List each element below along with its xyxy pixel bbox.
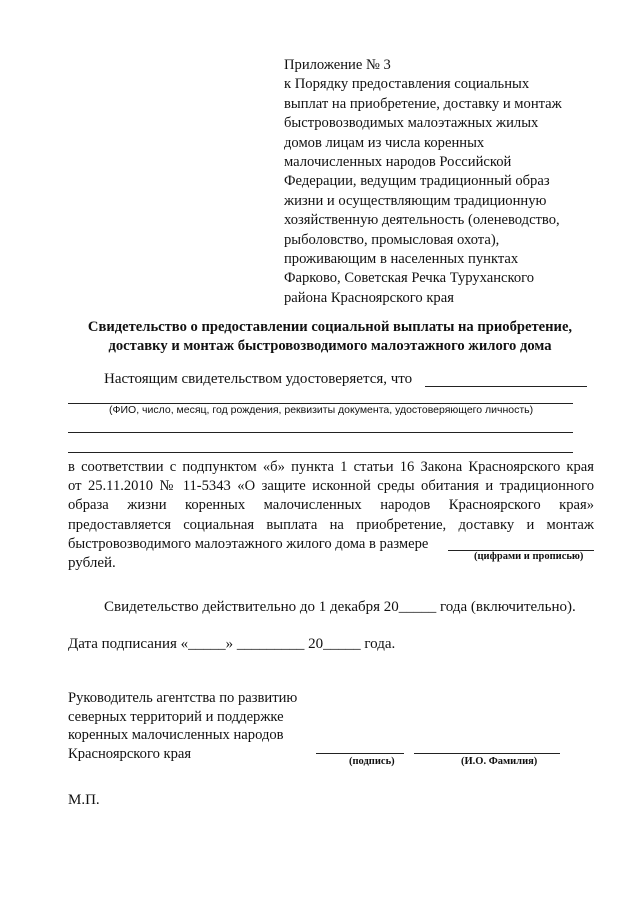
law-line: в соответствии с подпунктом «б» пункта 1 статьи 16 Закона Красноярского края — [68, 459, 594, 475]
signature-blank — [316, 753, 404, 754]
recipient-blank — [68, 452, 573, 453]
signature-caption: (подпись) — [349, 756, 395, 767]
rubles-text: рублей. — [68, 555, 116, 571]
annex-line: жизни и осуществляющим традиционную — [284, 192, 547, 209]
validity-text: Свидетельство действительно до 1 декабря 20_____ года (включительно). — [104, 599, 576, 615]
document-title-line-2: доставку и монтаж быстровозводимого малоэтажного жилого дома — [108, 338, 552, 354]
name-blank — [414, 753, 560, 754]
document-title-line-1: Свидетельство о предоставлении социальной выплаты на приобретение, — [87, 319, 573, 335]
amount-line: быстровозводимого малоэтажного жилого дома в размере — [68, 535, 429, 552]
annex-line: домов лицам из числа коренных — [284, 134, 485, 151]
name-caption: (И.О. Фамилия) — [461, 756, 538, 767]
signatory-line: Красноярского края — [68, 745, 192, 762]
annex-line: рыболовство, промысловая охота), — [284, 231, 500, 248]
stamp-place: М.П. — [68, 792, 100, 808]
annex-line: проживающим в населенных пунктах — [284, 251, 519, 268]
annex-line: к Порядку предоставления социальных — [284, 76, 530, 93]
law-line: образа жизни коренных малочисленных народов Красноярского края» — [68, 497, 594, 514]
signing-date: Дата подписания «_____» _________ 20_____ года. — [68, 636, 396, 652]
law-line: предоставляется социальная выплата на приобретение, доставку и монтаж — [68, 516, 594, 533]
law-paragraph — [68, 458, 594, 554]
annex-title: Приложение № 3 — [284, 57, 391, 73]
recipient-blank — [425, 386, 587, 387]
annex-line: Федерации, ведущим традиционный образ — [284, 173, 550, 190]
signatory-line: Руководитель агентства по развитию — [68, 690, 298, 706]
amount-caption: (цифрами и прописью) — [474, 551, 584, 562]
signatory-line: коренных малочисленных народов — [68, 727, 284, 744]
law-line: от 25.11.2010 № 11-5343 «О защите исконной среды обитания и традиционного — [68, 478, 594, 495]
annex-line: выплат на приобретение, доставку и монтаж — [284, 95, 562, 112]
intro-text: Настоящим свидетельством удостоверяется, что — [104, 371, 413, 387]
annex-line: района Красноярского края — [284, 289, 454, 306]
signatory-block — [68, 689, 297, 763]
recipient-blank — [68, 432, 573, 433]
signatory-line: северных территорий и поддержке — [68, 708, 284, 725]
annex-line: малочисленных народов Российской — [284, 154, 512, 171]
annex-line: хозяйственную деятельность (оленеводство, — [284, 212, 560, 229]
fio-caption: (ФИО, число, месяц, год рождения, реквизиты документа, удостоверяющего личность) — [109, 404, 534, 416]
annex-line: Фарково, Советская Речка Туруханского — [284, 270, 535, 287]
annex-block — [284, 56, 562, 308]
annex-line: быстровозводимых малоэтажных жилых — [284, 115, 539, 132]
